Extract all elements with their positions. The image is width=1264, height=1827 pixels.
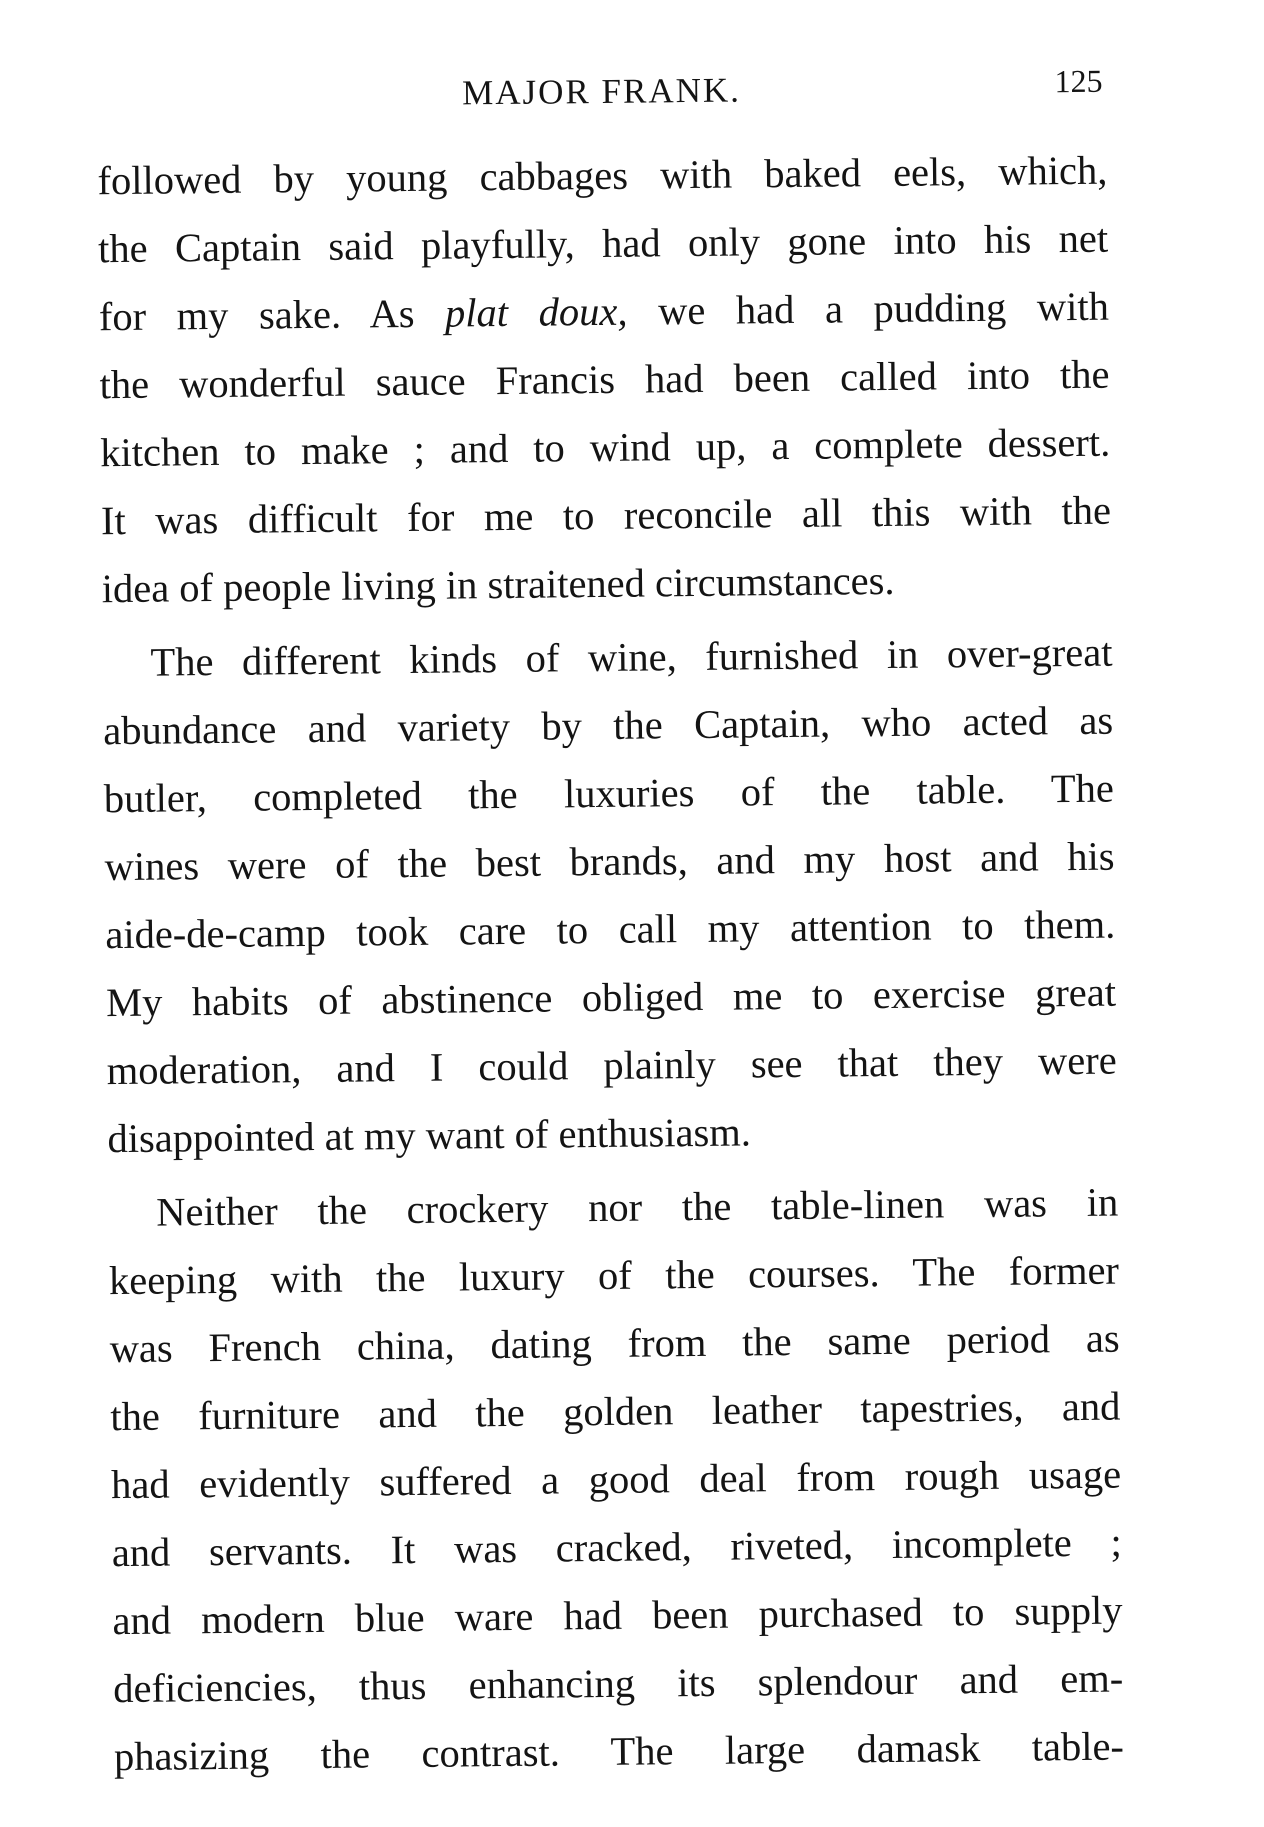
- text-line: for my sake. As plat doux, we had a pudding with: [98, 283, 1110, 340]
- page-header: [96, 61, 1106, 122]
- text-line: Neither the crockery nor the table-linen was in: [156, 1179, 1119, 1235]
- text-line: the wonderful sauce Francis had been called into the: [99, 351, 1110, 408]
- text-line: butler, completed the luxuries of the table. The: [103, 765, 1115, 822]
- text-line: followed by young cabbages with baked eels, which,: [97, 147, 1108, 204]
- text-line: aide-de-camp took care to call my attention to them.: [105, 901, 1116, 958]
- text-line: abundance and variety by the Captain, who acted as: [102, 697, 1114, 754]
- text-line: had evidently suffered a good deal from rough usage: [110, 1451, 1122, 1508]
- text-line: the furniture and the golden leather tapestries, and: [110, 1383, 1121, 1440]
- page-number: 125: [1054, 62, 1103, 100]
- text-line: wines were of the best brands, and my host and his: [104, 833, 1115, 890]
- text-line: and servants. It was cracked, riveted, incomplete ;: [111, 1519, 1122, 1576]
- text-line: kitchen to make ; and to wind up, a complete dessert.: [100, 419, 1111, 476]
- text-line: was French china, dating from the same period as: [109, 1315, 1120, 1372]
- text-line: It was difficult for me to reconcile all this with the: [100, 487, 1112, 544]
- text-line: the Captain said playfully, had only gone into his net: [97, 215, 1109, 272]
- text-line: phasizing the contrast. The large damask table-: [113, 1723, 1125, 1780]
- body-text: [97, 137, 1124, 1791]
- text-line: moderation, and I could plainly see that they were: [106, 1037, 1117, 1094]
- text-line: keeping with the luxury of the courses. The former: [108, 1247, 1120, 1304]
- paragraph-1: [97, 137, 1112, 624]
- text-line: My habits of abstinence obliged me to exercise great: [105, 969, 1117, 1026]
- running-head: MAJOR FRANK.: [461, 70, 742, 113]
- paragraph-3: [108, 1169, 1124, 1792]
- paragraph-2: [102, 619, 1118, 1174]
- text-line: idea of people living in straitened circumstances.: [101, 557, 895, 612]
- text-line: and modern blue ware had been purchased to supply: [112, 1587, 1123, 1644]
- text-line: disappointed at my want of enthusiasm.: [107, 1109, 752, 1162]
- text-line: deficiencies, thus enhancing its splendour and em-: [112, 1655, 1124, 1712]
- text-line: The different kinds of wine, furnished in over-great: [150, 629, 1113, 685]
